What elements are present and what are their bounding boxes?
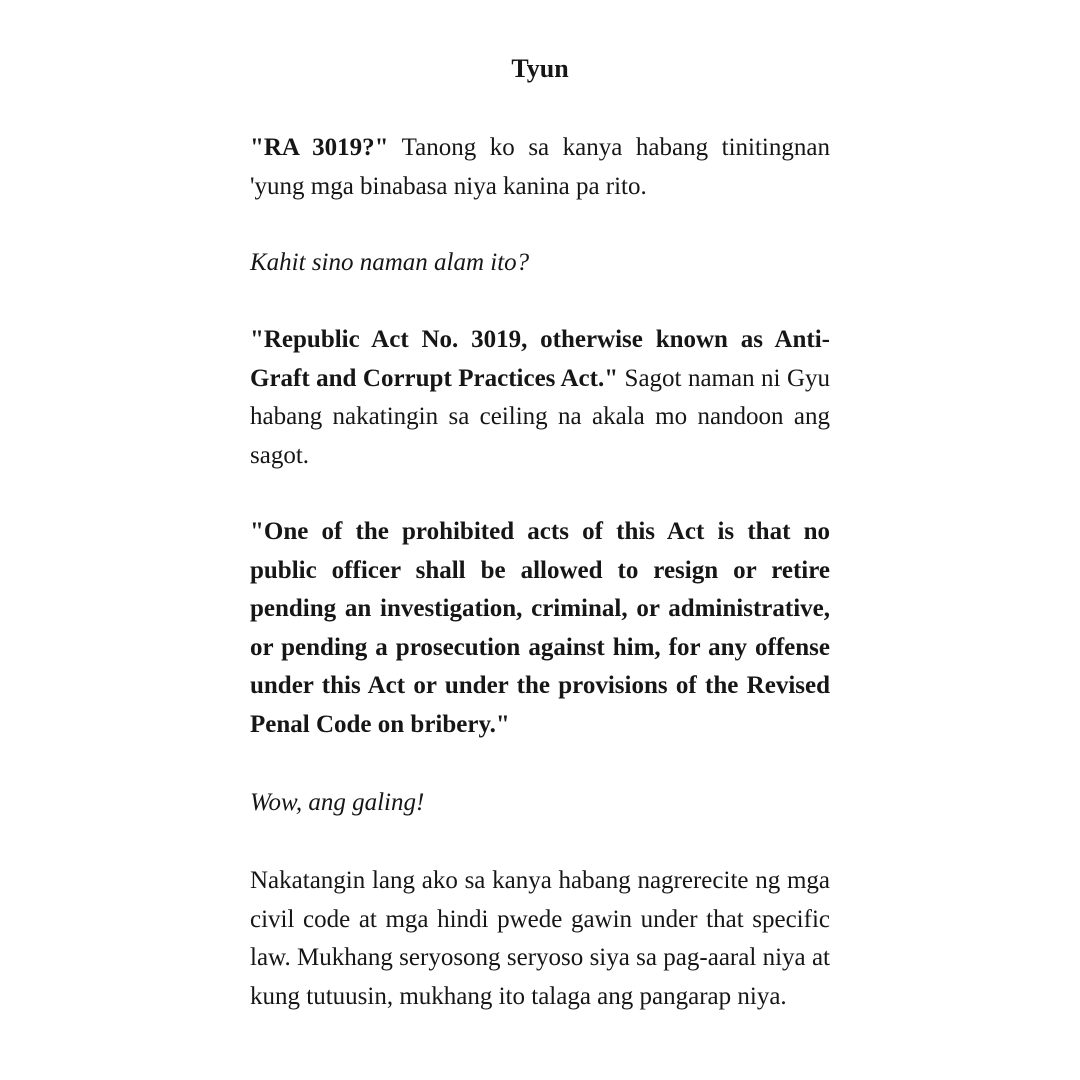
dialogue-bold: "One of the prohibited acts of this Act is that no public officer shall be allowed to resign or retire pending an investigation, criminal, or administrative, or pending a prosecution against him, for any offense under this Act or under the provisions of the Revised Penal Code on bribery." [250, 518, 830, 738]
paragraph-narration [250, 862, 830, 1016]
paragraph-dialogue-answer [250, 321, 830, 475]
narration-text: Nakatangin lang ako sa kanya habang nagrerecite ng mga civil code at mga hindi pwede gawin under that specific law. Mukhang seryosong seryoso siya sa pag-aaral niya at kung tutuusin, mukhang ito talaga ang pangarap niya. [250, 867, 830, 1010]
chapter-title: Tyun [511, 54, 569, 83]
narration-text: Sagot naman ni Gyu habang nakatingin sa ceiling na akala mo nandoon ang sagot. [250, 364, 830, 469]
narration-text: Tanong ko sa kanya habang tinitingnan 'yung mga binabasa niya kanina pa rito. [250, 134, 830, 200]
paragraph-dialogue-question [250, 129, 830, 206]
thought-text: Wow, ang galing! [250, 789, 425, 816]
paragraph-inner-thought [250, 784, 830, 823]
dialogue-bold: "Republic Act No. 3019, otherwise known as Anti-Graft and Corrupt Practices Act." [250, 326, 830, 392]
thought-text: Kahit sino naman alam ito? [250, 249, 530, 276]
paragraph-inner-thought [250, 244, 830, 283]
dialogue-bold: "RA 3019?" [250, 134, 389, 161]
paragraph-law-quote [250, 513, 830, 744]
